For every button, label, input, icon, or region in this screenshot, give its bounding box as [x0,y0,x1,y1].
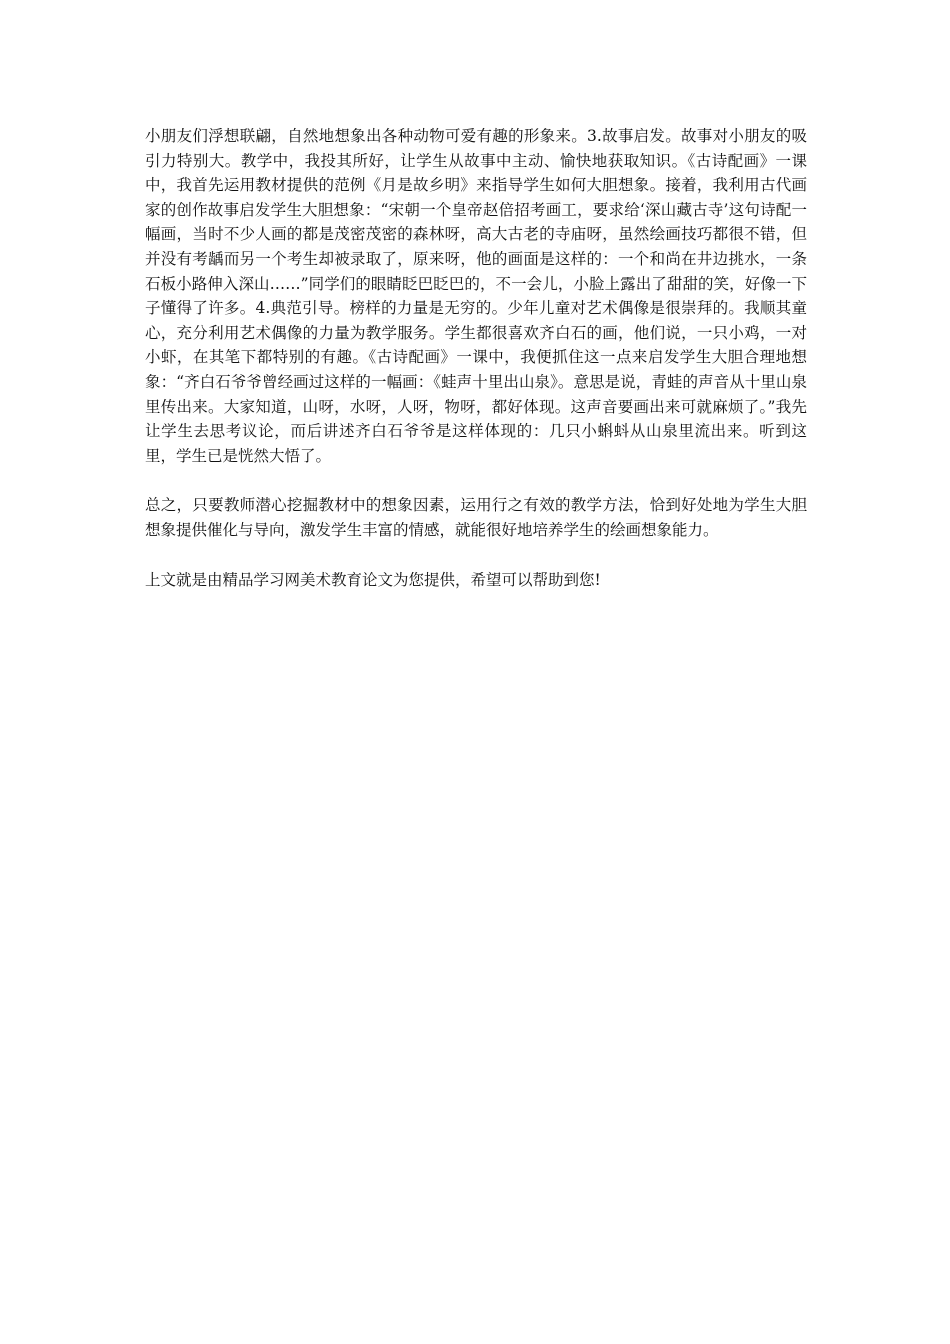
document-body [145,124,807,617]
paragraph-conclusion: 总之，只要教师潜心挖掘教材中的想象因素，运用行之有效的教学方法，恰到好处地为学生大胆想象提供催化与导向，激发学生丰富的情感，就能很好地培养学生的绘画想象能力。 [145,496,807,539]
paragraph-source-note: 上文就是由精品学习网美术教育论文为您提供，希望可以帮助到您! [145,570,601,589]
paragraph-story-and-example: 小朋友们浮想联翩，自然地想象出各种动物可爱有趣的形象来。3.故事启发。故事对小朋友的吸引力特别大。教学中，我投其所好，让学生从故事中主动、愉快地获取知识。《古诗配画》一课中，我首先运用教材提供的范例《月是故乡明》来指导学生如何大胆想象。接着，我利用古代画家的创作故事启发学生大胆想象：“宋朝一个皇帝赵倍招考画工，要求给‘深山藏古寺’这句诗配一幅画，当时不少人画的都是茂密茂密的森林呀，高大古老的寺庙呀，虽然绘画技巧都很不错，但并没有考龋而另一个考生却被录取了，原来呀，他的画面是这样的：一个和尚在井边挑水，一条石板小路伸入深山……”同学们的眼睛眨巴眨巴的，不一会儿，小脸上露出了甜甜的笑，好像一下子懂得了许多。4.典范引导。榜样的力量是无穷的。少年儿童对艺术偶像是很崇拜的。我顺其童心，充分利用艺术偶像的力量为教学服务。学生都很喜欢齐白石的画，他们说，一只小鸡，一对小虾，在其笔下都特别的有趣。《古诗配画》一课中，我便抓住这一点来启发学生大胆合理地想象：“齐白石爷爷曾经画过这样的一幅画：《蛙声十里出山泉》。意思是说，青蛙的声音从十里山泉里传出来。大家知道，山呀，水呀，人呀，物呀，都好体现。这声音要画出来可就麻烦了。”我先让学生去思考议论，而后讲述齐白石爷爷是这样体现的：几只小蝌蚪从山泉里流出来。听到这里，学生已是恍然大悟了。 [145,127,807,465]
